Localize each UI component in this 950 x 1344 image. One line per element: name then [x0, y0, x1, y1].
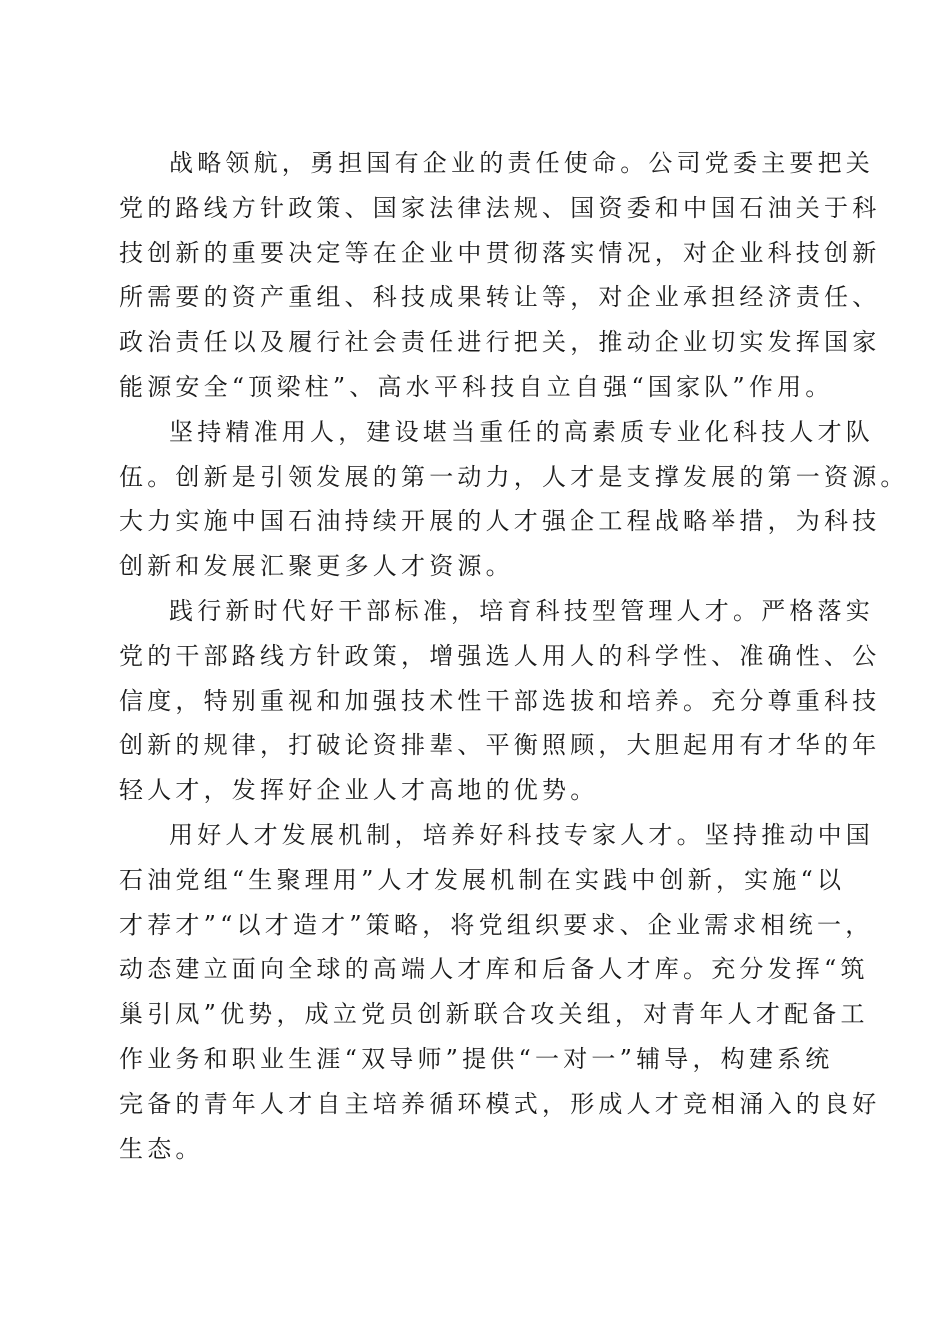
- text-line: 践行新时代好干部标准，培育科技型管理人才。严格落实: [169, 596, 874, 625]
- paragraph-strategy: [119, 141, 881, 410]
- text-line: 技创新的重要决定等在企业中贯彻落实情况，对企业科技创新: [119, 238, 881, 267]
- text-line: 用好人才发展机制，培养好科技专家人才。坚持推动中国: [169, 820, 874, 849]
- document-page: [119, 141, 909, 1171]
- text-line: 信度，特别重视和加强技术性干部选拔和培养。充分尊重科技: [119, 686, 881, 715]
- text-line: 才荐才”“以才造才”策略，将党组织要求、企业需求相统一，: [119, 910, 874, 939]
- paragraph-talent: [119, 410, 909, 589]
- paragraph-cadre: [119, 589, 881, 813]
- text-line: 作业务和职业生涯“双导师”提供“一对一”辅导，构建系统: [119, 1044, 834, 1073]
- text-line: 创新和发展汇聚更多人才资源。: [119, 552, 514, 581]
- text-line: 党的干部路线方针政策，增强选人用人的科学性、准确性、公: [119, 641, 881, 670]
- text-line: 伍。创新是引领发展的第一动力，人才是支撑发展的第一资源。: [119, 462, 909, 491]
- text-line: 能源安全“顶梁柱”、高水平科技自立自强“国家队”作用。: [119, 372, 834, 401]
- text-line: 坚持精准用人，建设堪当重任的高素质专业化科技人才队: [169, 417, 874, 446]
- text-line: 巢引凤”优势，成立党员创新联合攻关组，对青年人才配备工: [119, 1000, 869, 1029]
- text-line: 完备的青年人才自主培养循环模式，形成人才竞相涌入的良好: [119, 1089, 881, 1118]
- text-line: 动态建立面向全球的高端人才库和后备人才库。充分发挥“筑: [119, 955, 869, 984]
- text-line: 所需要的资产重组、科技成果转让等，对企业承担经济责任、: [119, 283, 881, 312]
- text-line: 轻人才，发挥好企业人才高地的优势。: [119, 776, 599, 805]
- text-line: 大力实施中国石油持续开展的人才强企工程战略举措，为科技: [119, 507, 881, 536]
- text-line: 战略领航，勇担国有企业的责任使命。公司党委主要把关: [169, 149, 874, 177]
- text-line: 政治责任以及履行社会责任进行把关，推动企业切实发挥国家: [119, 328, 881, 357]
- paragraph-mechanism: [119, 813, 881, 1171]
- text-line: 石油党组“生聚理用”人才发展机制在实践中创新，实施“以: [119, 865, 846, 894]
- text-line: 党的路线方针政策、国家法律法规、国资委和中国石油关于科: [119, 193, 881, 222]
- text-line: 生态。: [119, 1134, 204, 1163]
- text-line: 创新的规律，打破论资排辈、平衡照顾，大胆起用有才华的年: [119, 731, 881, 760]
